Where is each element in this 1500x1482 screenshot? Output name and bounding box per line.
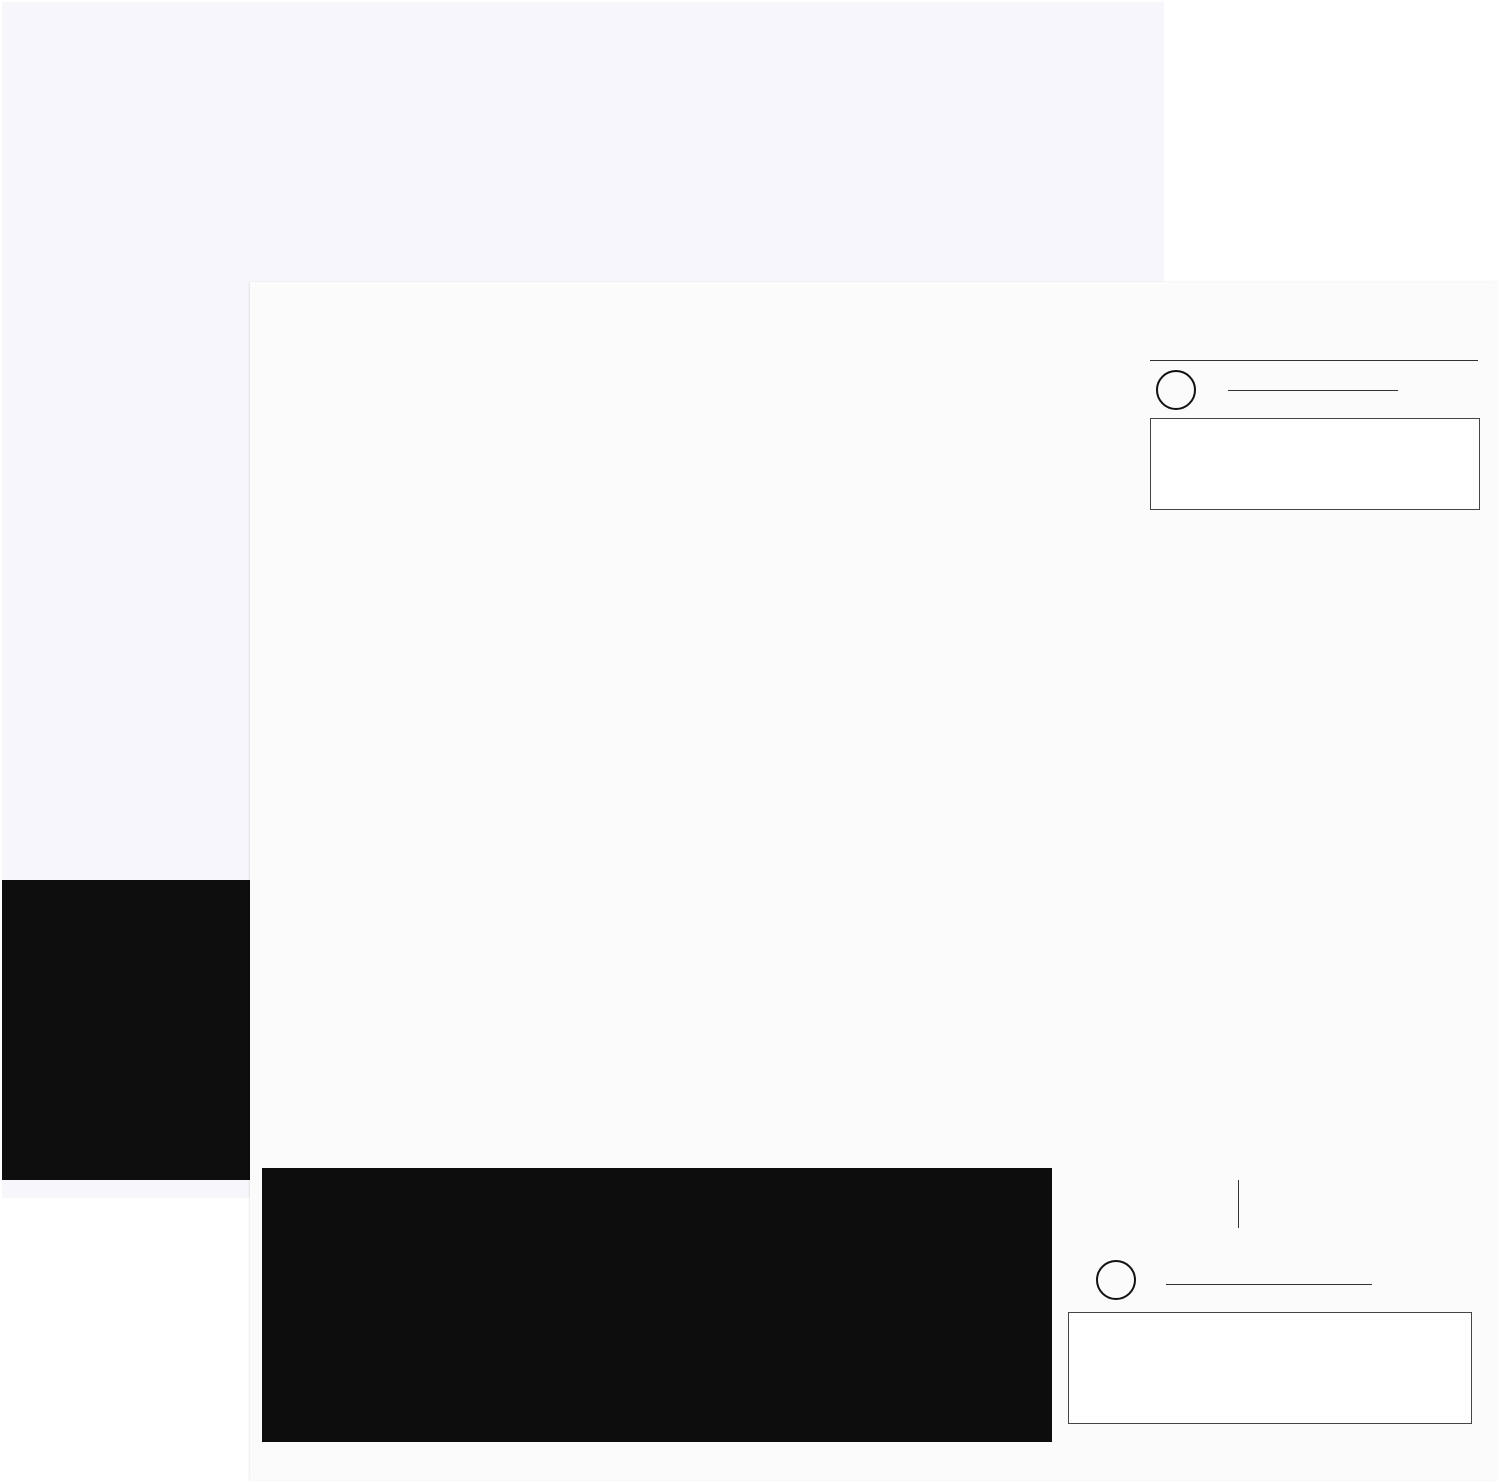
front-black-keys-strip: [262, 1168, 1052, 1442]
info-divider: [1150, 360, 1478, 361]
section-1-badge: [1156, 370, 1196, 410]
black-keys-order-table: [1068, 1312, 1472, 1424]
white-keys-order-table: [1150, 418, 1480, 510]
black-keys-separator: [1238, 1180, 1239, 1228]
used-to-introduce-2-divider: [1166, 1284, 1372, 1285]
section-2-badge: [1096, 1260, 1136, 1300]
white-keys-divider: [1228, 390, 1398, 391]
back-black-keys-strip: [2, 880, 250, 1180]
